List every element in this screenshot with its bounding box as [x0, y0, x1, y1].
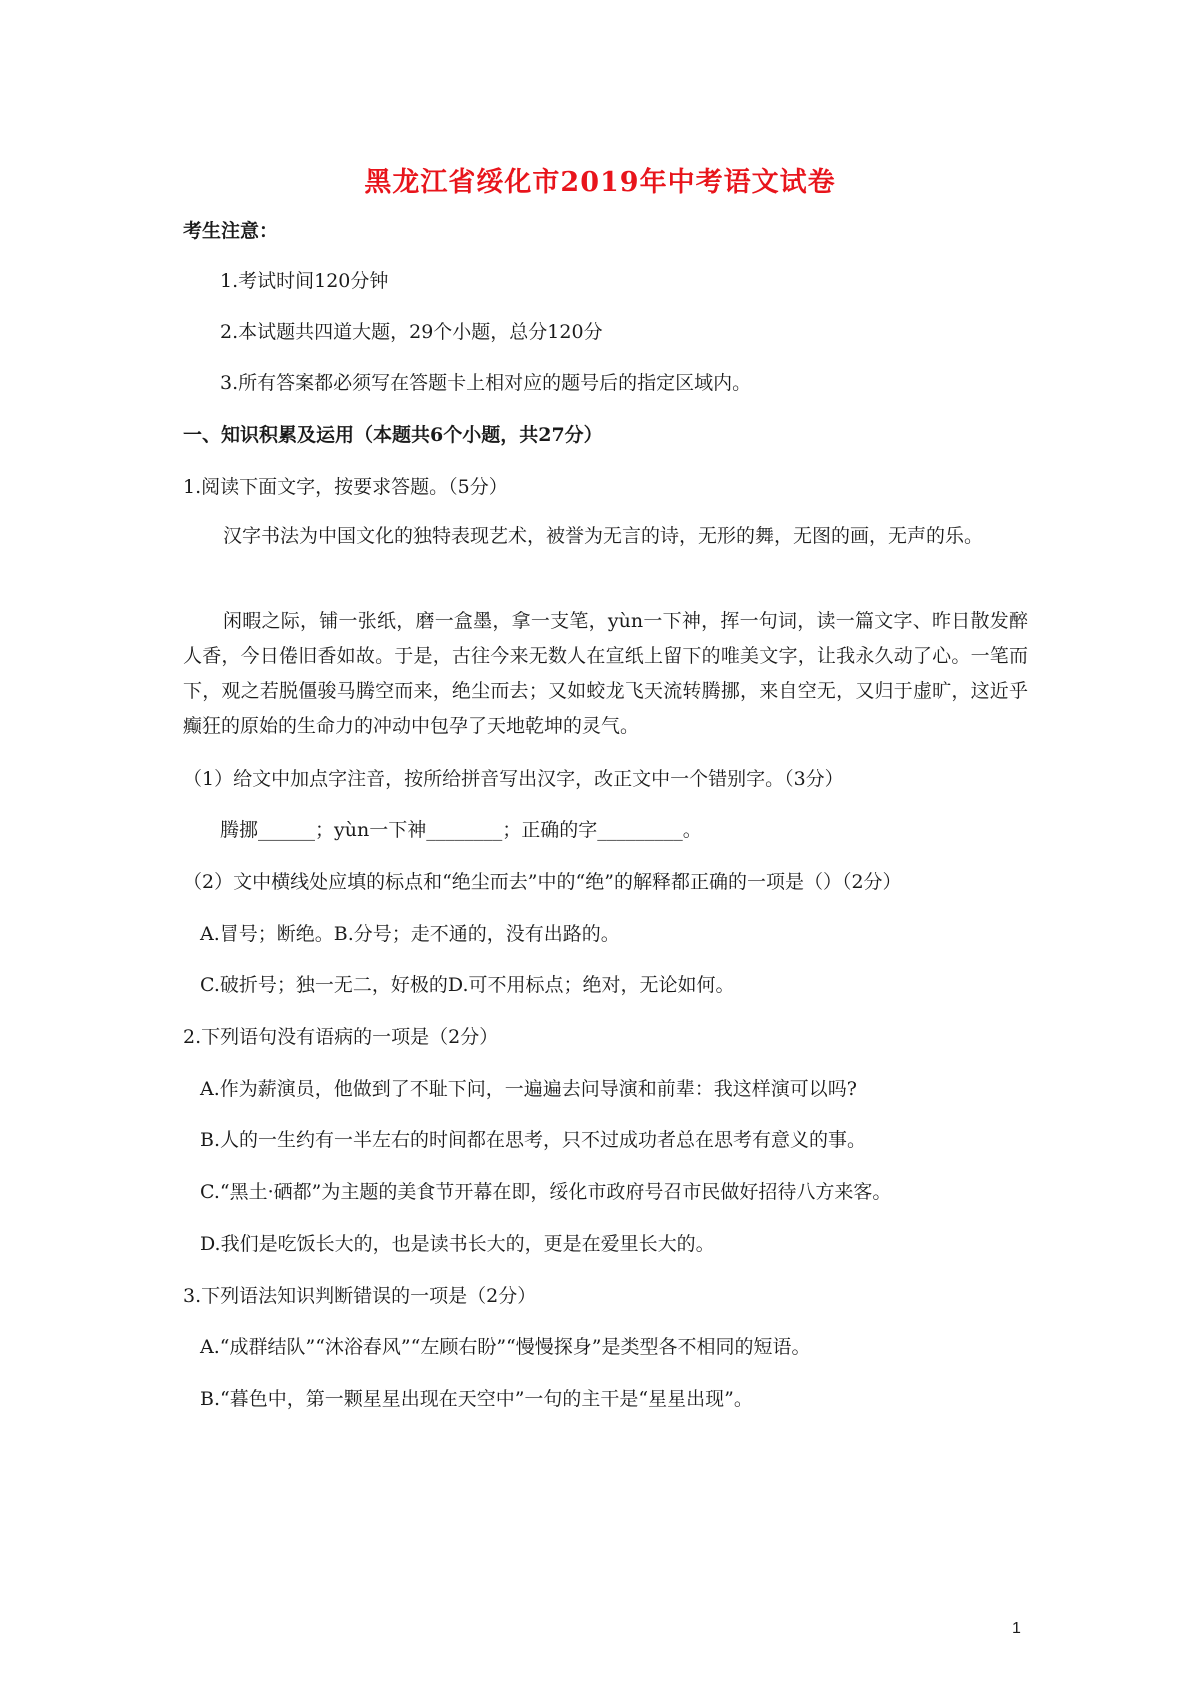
question-stem: 3.下列语法知识判断错误的一项是（2分）: [183, 1285, 537, 1307]
sub-question: （2）文中横线处应填的标点和“绝尘而去”中的“绝”的解释都正确的一项是（）（2分）: [183, 871, 902, 893]
passage-paragraph: 闲暇之际，铺一张纸，磨一盒墨，拿一支笔，yùn一下神，挥一句词，读一篇文字、昨日散发醉人香，今日倦旧香如故。于是，古往今来无数人在宣纸上留下的唯美文字，让我永久动了心。一笔而下，观之若脱僵骏马腾空而来，绝尘而去；又如蛟龙飞天流转腾挪，来自空无，又归于虚旷，这近乎癫狂的原始的生命力的冲动中包孕了天地乾坤的灵气。: [183, 610, 1028, 737]
question-stem: 2.下列语句没有语病的一项是（2分）: [183, 1026, 499, 1048]
page-number: 1: [1012, 1620, 1021, 1637]
question-stem: 1.阅读下面文字，按要求答题。（5分）: [183, 476, 508, 498]
option-line: C.破折号；独一无二，好极的D.可不用标点；绝对，无论如何。: [200, 974, 735, 996]
option-line: A.“成群结队”“沐浴春风”“左顾右盼”“慢慢探身”是类型各不相同的短语。: [200, 1336, 811, 1358]
option-line: A.冒号；断绝。B.分号；走不通的，没有出路的。: [200, 923, 620, 945]
sub-question: （1）给文中加点字注音，按所给拼音写出汉字，改正文中一个错别字。（3分）: [183, 768, 844, 790]
option-line: D.我们是吃饭长大的，也是读书长大的，更是在爱里长大的。: [200, 1233, 715, 1255]
notice-item: 1.考试时间120分钟: [220, 270, 389, 292]
notice-item: 3.所有答案都必须写在答题卡上相对应的题号后的指定区域内。: [220, 372, 752, 394]
section-heading: 一、知识积累及运用（本题共6个小题，共27分）: [183, 424, 603, 446]
option-line: B.人的一生约有一半左右的时间都在思考，只不过成功者总在思考有意义的事。: [200, 1129, 867, 1151]
notice-item: 2.本试题共四道大题，29个小题，总分120分: [220, 321, 603, 343]
option-line: C.“黑土·硒都”为主题的美食节开幕在即，绥化市政府号召市民做好招待八方来客。: [200, 1181, 892, 1203]
exam-title: 黑龙江省绥化市2019年中考语文试卷: [364, 167, 836, 198]
answer-blanks: 腾挪______；yùn一下神________；正确的字_________。: [220, 819, 702, 841]
option-line: A.作为薪演员，他做到了不耻下问，一遍遍去问导演和前辈：我这样演可以吗?: [200, 1078, 857, 1100]
notice-heading: 考生注意：: [183, 220, 279, 242]
option-line: B.“暮色中，第一颗星星出现在天空中”一句的主干是“星星出现”。: [200, 1388, 753, 1410]
passage-paragraph: 汉字书法为中国文化的独特表现艺术，被誉为无言的诗，无形的舞，无图的画，无声的乐。: [223, 525, 984, 547]
